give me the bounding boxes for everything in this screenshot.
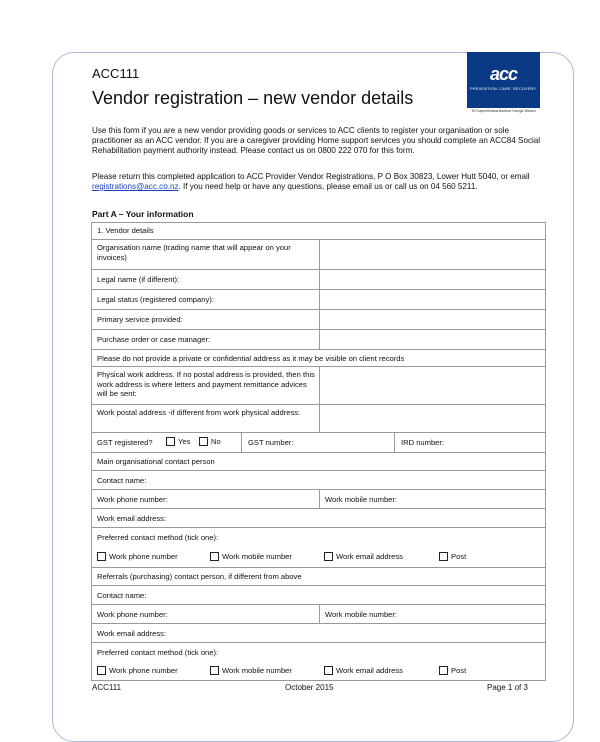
- ref-phone-row: [92, 604, 545, 623]
- ref-pref-post-label: Post: [451, 666, 467, 675]
- primary-service-field[interactable]: [320, 310, 545, 329]
- gst-yes-label: Yes: [178, 437, 191, 446]
- gst-number-label: GST number:: [248, 438, 294, 447]
- po-manager-label: Purchase order or case manager:: [97, 335, 211, 344]
- ref-pref-email-option: [324, 666, 403, 676]
- phone-row: [92, 489, 545, 508]
- primary-service-label: Primary service provided:: [97, 315, 183, 324]
- logo-mark: acc: [489, 64, 518, 84]
- pref-phone-checkbox[interactable]: [97, 552, 106, 561]
- privacy-note: Please do not provide a private or confidential address as it may be visible on client records: [97, 354, 405, 363]
- footer-page: Page 1 of 3: [487, 683, 528, 692]
- org-name-row: [92, 239, 545, 269]
- legal-status-label: Legal status (registered company):: [97, 295, 214, 304]
- postal-address-label: Work postal address -if different from work physical address:: [97, 408, 301, 417]
- part-a-title: Part A – Your information: [92, 209, 194, 219]
- preferred-method-label: Preferred contact method (tick one):: [97, 533, 219, 542]
- email-link[interactable]: registrations@acc.co.nz: [92, 182, 179, 191]
- pref-mobile-option: [210, 552, 292, 562]
- section-title: 1. Vendor details: [97, 226, 154, 235]
- work-phone-label: Work phone number:: [97, 495, 168, 504]
- legal-status-row: [92, 289, 545, 309]
- pref-post-option: [439, 552, 466, 562]
- return-text: Please return this completed application to ACC Provider Vendor Registrations, P O Box 30823, Lower Hutt 5040, or email: [92, 172, 530, 181]
- ref-pref-email-checkbox[interactable]: [324, 666, 333, 675]
- po-manager-row: [92, 329, 545, 349]
- physical-address-row: [92, 366, 545, 404]
- postal-address-row: [92, 404, 545, 432]
- physical-address-label: Physical work address. If no postal address is provided, then this work address is where letters and payment remittance advices will be sent:: [97, 370, 315, 398]
- referrals-row: [92, 567, 545, 585]
- pref-email-option: [324, 552, 403, 562]
- ref-pref-mobile-label: Work mobile number: [222, 666, 292, 675]
- ref-pref-phone-option: [97, 666, 178, 676]
- vendor-details-form: [91, 222, 546, 681]
- pref-post-label: Post: [451, 552, 467, 561]
- physical-address-field[interactable]: [320, 367, 545, 404]
- logo-tagline: PREVENTION. CARE. RECOVERY.: [470, 87, 537, 91]
- legal-name-row: [92, 269, 545, 289]
- contact-name-label: Contact name:: [97, 476, 147, 485]
- email-row: [92, 508, 545, 527]
- ref-work-email-label: Work email address:: [97, 629, 167, 638]
- ref-pref-post-checkbox[interactable]: [439, 666, 448, 675]
- gst-row: [92, 432, 545, 452]
- referrals-label: Referrals (purchasing) contact person, if different from above: [97, 572, 302, 581]
- po-manager-field[interactable]: [320, 330, 545, 349]
- main-contact-row: [92, 452, 545, 470]
- contact-name-row: [92, 470, 545, 489]
- ird-number-label: IRD number:: [401, 438, 445, 447]
- ref-work-mobile-label: Work mobile number:: [325, 610, 398, 619]
- legal-name-label: Legal name (if different):: [97, 275, 180, 284]
- pref-email-label: Work email address: [336, 552, 403, 561]
- intro-paragraph: Use this form if you are a new vendor providing goods or services to ACC clients to register your organisation or sole practitioner as an ACC vendor. If you are a caregiver providing Home support services you should complete an ACC84 Social Rehabilitation payment authority instead. Please contact us on 0800 222 070 for this form.: [92, 126, 541, 155]
- ref-pref-phone-checkbox[interactable]: [97, 666, 106, 675]
- ref-pref-mobile-checkbox[interactable]: [210, 666, 219, 675]
- acc-logo: [467, 52, 540, 108]
- main-contact-label: Main organisational contact person: [97, 457, 215, 466]
- ref-pref-email-label: Work email address: [336, 666, 403, 675]
- legal-status-field[interactable]: [320, 290, 545, 309]
- pref-post-checkbox[interactable]: [439, 552, 448, 561]
- gst-yes-checkbox[interactable]: [166, 437, 175, 446]
- org-name-field[interactable]: [320, 240, 545, 269]
- gst-no-checkbox[interactable]: [199, 437, 208, 446]
- gst-yes-option: [166, 437, 190, 447]
- ref-contact-name-row: [92, 585, 545, 604]
- ref-pref-post-option: [439, 666, 466, 676]
- pref-phone-label: Work phone number: [109, 552, 178, 561]
- postal-address-field[interactable]: [320, 405, 545, 432]
- ref-pref-phone-label: Work phone number: [109, 666, 178, 675]
- logo-subline: Te Kaporeihana Awhina Hunga Whara: [471, 109, 536, 113]
- primary-service-row: [92, 309, 545, 329]
- footer-date: October 2015: [285, 683, 334, 692]
- return-instructions: [92, 172, 542, 192]
- legal-name-field[interactable]: [320, 270, 545, 289]
- gst-registered-label: GST registered?: [97, 438, 153, 447]
- work-email-label: Work email address:: [97, 514, 167, 523]
- gst-no-option: [199, 437, 221, 447]
- ref-work-phone-label: Work phone number:: [97, 610, 168, 619]
- ref-pref-mobile-option: [210, 666, 292, 676]
- pref-phone-option: [97, 552, 178, 562]
- footer-code: ACC111: [92, 683, 122, 692]
- pref-email-checkbox[interactable]: [324, 552, 333, 561]
- pref-mobile-label: Work mobile number: [222, 552, 292, 561]
- gst-no-label: No: [211, 437, 221, 446]
- section-header: [92, 223, 545, 239]
- ref-contact-name-label: Contact name:: [97, 591, 147, 600]
- pref-mobile-checkbox[interactable]: [210, 552, 219, 561]
- privacy-note-row: [92, 349, 545, 366]
- form-code: ACC111: [92, 66, 140, 81]
- ref-preferred-method-label: Preferred contact method (tick one):: [97, 648, 219, 657]
- help-text: . If you need help or have any questions, please email us or call us on 04 560 5211.: [178, 182, 478, 191]
- org-name-label: Organisation name (trading name that will appear on your invoices): [97, 243, 291, 262]
- preferred-contact-row: [92, 527, 545, 567]
- ref-preferred-contact-row: [92, 642, 545, 680]
- page-title: Vendor registration – new vendor details: [92, 88, 414, 108]
- ref-email-row: [92, 623, 545, 642]
- work-mobile-label: Work mobile number:: [325, 495, 398, 504]
